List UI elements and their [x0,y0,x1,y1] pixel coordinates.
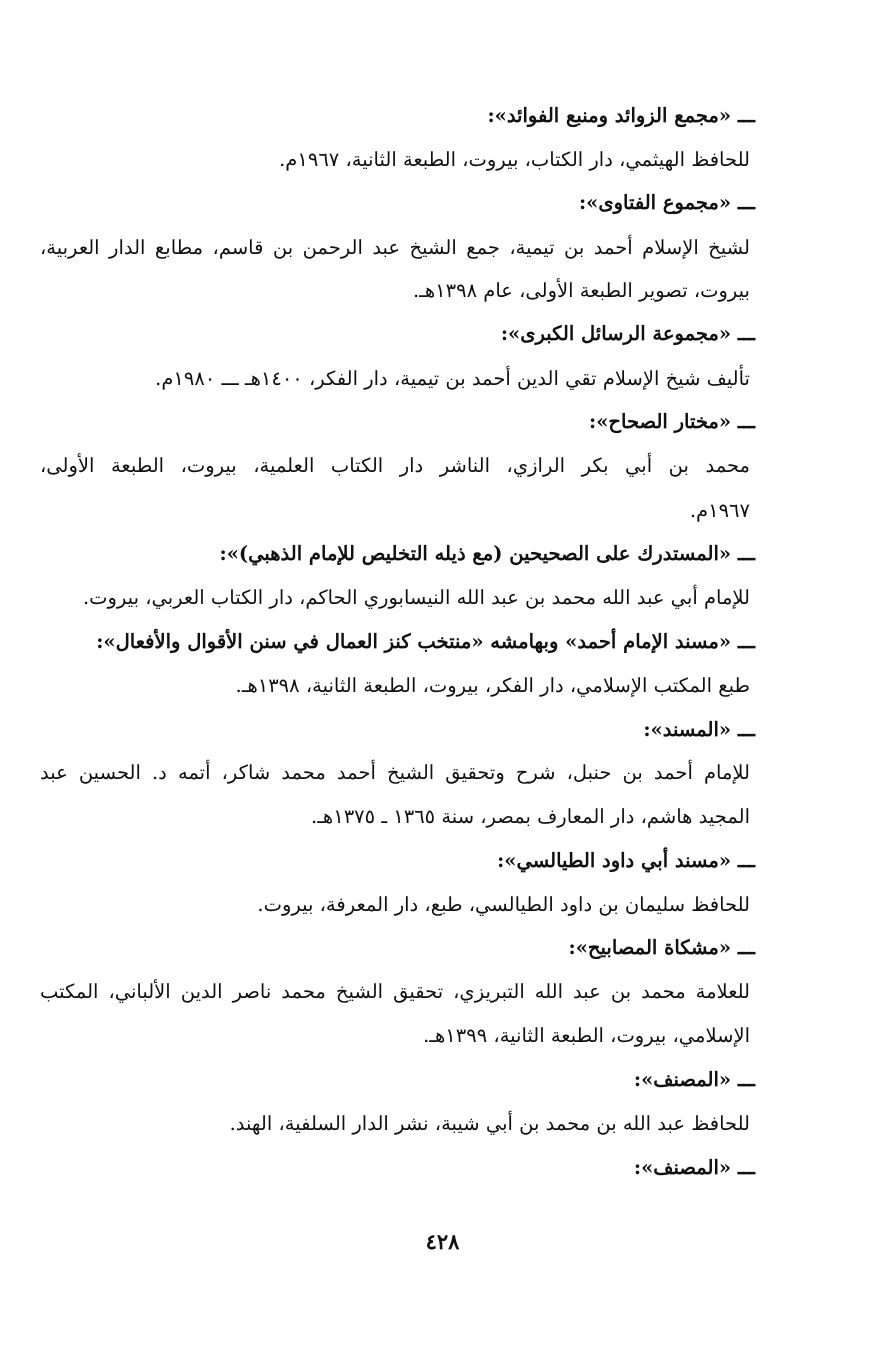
entry-text-line: للإمام أبي عبد الله محمد بن عبد الله النيسابوري الحاكم، دار الكتاب العربي، بيروت. [82,586,750,609]
entry-text-line: محمد بن أبي بكر الرازي، الناشر دار الكتاب العلمية، بيروت، الطبعة الأولى، [40,454,750,477]
entry-text-line: لشيخ الإسلام أحمد بن تيمية، جمع الشيخ عبد الرحمن بن قاسم، مطابع الدار العربية، [40,236,750,259]
entry-text-line: للحافظ سليمان بن داود الطيالسي، طبع، دار المعرفة، بيروت. [257,893,750,916]
entry-title: ـــ «مجموع الفتاوى»: [578,191,755,214]
entry-text-line: المجيد هاشم، دار المعارف بمصر، سنة ١٣٦٥ ـ ١٣٧٥هـ. [311,805,750,828]
entry-title: ـــ «المسند»: [643,718,755,741]
entry-text-line: الإسلامي، بيروت، الطبعة الثانية، ١٣٩٩هـ. [423,1024,750,1047]
page-number: ٤٢٨ [425,1229,460,1254]
entry-text-line: ١٩٦٧م. [689,499,750,522]
entry-title: ـــ «مختار الصحاح»: [589,410,755,433]
entry-text-line: للحافظ الهيثمي، دار الكتاب، بيروت، الطبعة الثانية، ١٩٦٧م. [279,148,750,171]
entry-title: ـــ «مجمع الزوائد ومنبع الفوائد»: [487,104,755,127]
entry-text-line: للعلامة محمد بن عبد الله التبريزي، تحقيق الشيخ محمد ناصر الدين الألباني، المكتب [40,980,750,1003]
entry-title: ـــ «مشكاة المصابيح»: [568,936,755,959]
entry-text-line: للحافظ عبد الله بن محمد بن أبي شيبة، نشر الدار السلفية، الهند. [229,1112,750,1135]
entry-title: ـــ «المصنف»: [633,1068,755,1091]
entry-title: ـــ «مجموعة الرسائل الكبرى»: [500,322,755,345]
entry-text-line: للإمام أحمد بن حنبل، شرح وتحقيق الشيخ أحمد محمد شاكر، أتمه د. الحسين عبد [40,761,750,784]
entry-title: ـــ «المصنف»: [633,1156,755,1179]
entry-text-line: تأليف شيخ الإسلام تقي الدين أحمد بن تيمية، دار الفكر، ١٤٠٠هـ ـــ ١٩٨٠م. [155,367,750,390]
entry-title: ـــ «مسند الإمام أحمد» وبهامشه «منتخب كنز العمال في سنن الأقوال والأفعال»: [96,630,755,653]
entry-text-line: بيروت، تصوير الطبعة الأولى، عام ١٣٩٨هـ. [412,279,750,302]
entry-text-line: طبع المكتب الإسلامي، دار الفكر، بيروت، الطبعة الثانية، ١٣٩٨هـ. [235,674,750,697]
entry-title: ـــ «مسند أبي داود الطيالسي»: [497,849,755,872]
entry-title: ـــ «المستدرك على الصحيحين (مع ذيله التخليص للإمام الذهبي)»: [219,542,755,565]
